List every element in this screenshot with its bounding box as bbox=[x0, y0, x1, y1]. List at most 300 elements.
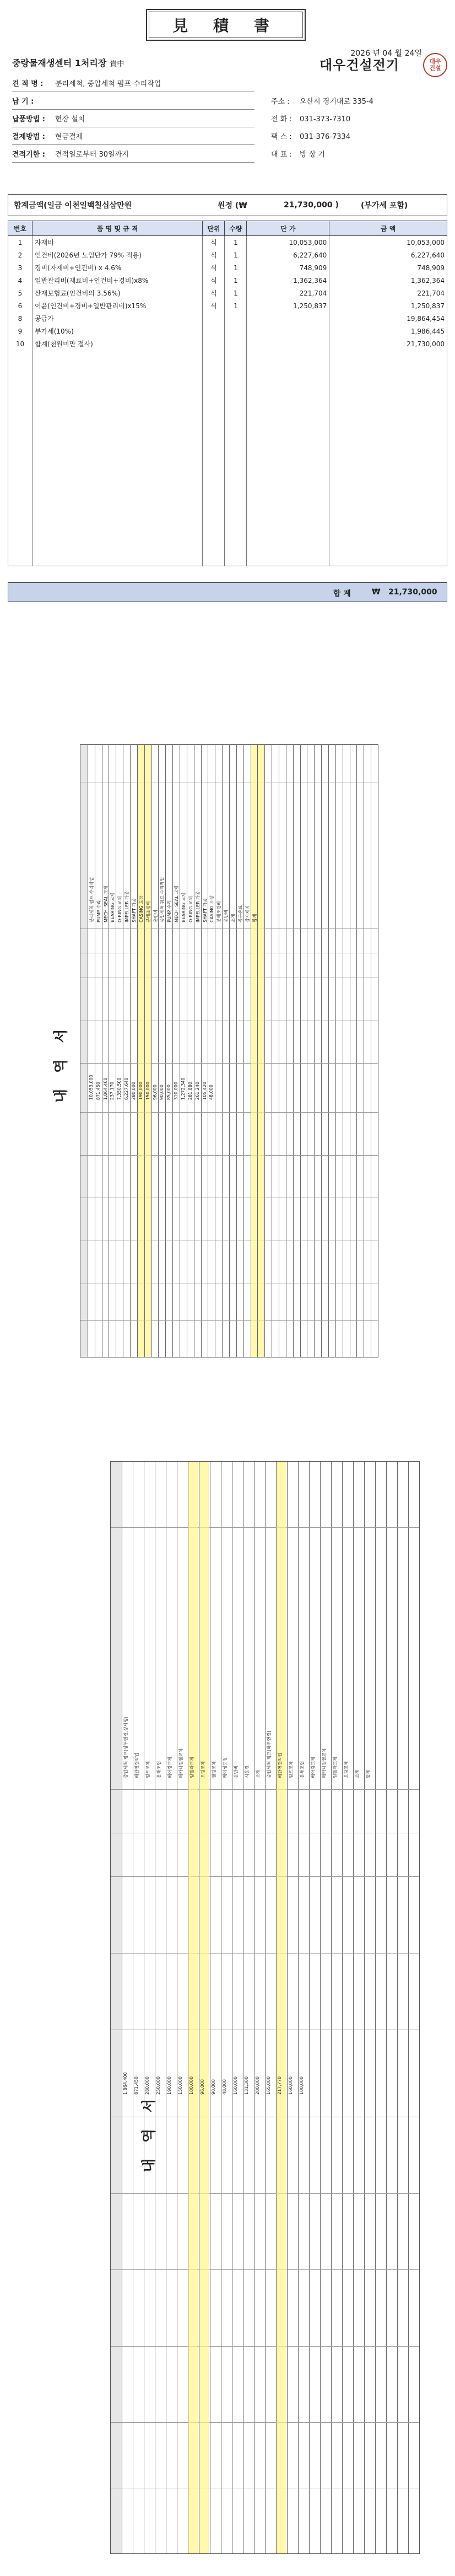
estimate-empty-cell bbox=[329, 502, 447, 515]
info-value: 분리세척, 중압세척 펌프 수리작업 bbox=[55, 80, 161, 88]
detail-page-1 bbox=[0, 744, 455, 1356]
quotation-page bbox=[0, 0, 455, 618]
estimate-empty-cell bbox=[329, 414, 447, 426]
detail-amount: 280,000 bbox=[145, 2076, 150, 2095]
detail-row-label: 메카니컬씰교체 bbox=[178, 1748, 183, 1779]
detail-row-label: 배관연결작업 bbox=[278, 1752, 283, 1779]
estimate-empty-cell bbox=[225, 452, 247, 464]
info-divider bbox=[12, 109, 254, 110]
estimate-empty-cell bbox=[225, 490, 247, 502]
detail-row-label: MECH. SEAL 교체 bbox=[103, 886, 109, 922]
detail-row-label: 오링교체 bbox=[344, 1761, 349, 1779]
info-value: 현금결제 bbox=[55, 133, 83, 141]
estimate-cell-no: 8 bbox=[8, 312, 32, 325]
estimate-empty-cell bbox=[247, 439, 329, 452]
estimate-empty-cell bbox=[247, 553, 329, 566]
detail-row-label: O-RING 교체 bbox=[188, 896, 193, 922]
estimate-cell-amount: 748,909 bbox=[329, 261, 447, 274]
detail-amount: 131,300 bbox=[244, 2076, 249, 2095]
estimate-cell-unit: 식 bbox=[203, 287, 225, 299]
estimate-empty-row bbox=[8, 528, 447, 540]
estimate-empty-cell bbox=[32, 540, 203, 553]
grid-line bbox=[309, 1462, 310, 2553]
detail-amount: 90,000 bbox=[211, 2079, 216, 2095]
info-value: 방 상 기 bbox=[300, 151, 325, 159]
grid-line bbox=[80, 1112, 378, 1113]
estimate-empty-cell bbox=[247, 540, 329, 553]
estimate-empty-cell bbox=[225, 388, 247, 401]
detail-row-label: 분리세척 펌프 수리작업 bbox=[89, 877, 94, 922]
estimate-empty-cell bbox=[32, 401, 203, 414]
document-title bbox=[146, 9, 306, 41]
detail-amount: 1,864,400 bbox=[102, 1077, 108, 1100]
col-price: 단 가 bbox=[247, 221, 329, 236]
detail-amount: 85,000 bbox=[166, 1084, 172, 1100]
estimate-cell-no: 1 bbox=[8, 236, 32, 249]
grid-line bbox=[328, 745, 329, 1357]
detail-row-label: 중압세척 펌프 수리작업 bbox=[160, 877, 165, 922]
estimate-cell-amount: 1,986,445 bbox=[329, 325, 447, 337]
grid-line bbox=[236, 745, 237, 1357]
estimate-empty-cell bbox=[8, 414, 32, 426]
estimate-cell-price bbox=[247, 337, 329, 350]
estimate-cell-qty: 1 bbox=[225, 287, 247, 299]
estimate-empty-cell bbox=[225, 350, 247, 363]
estimate-cell-name: 합계(천원미만 절사) bbox=[32, 337, 203, 350]
detail-amount: 10,053,000 bbox=[88, 1074, 94, 1100]
highlight-row bbox=[199, 1462, 209, 2553]
grand-total-label: 합 계 bbox=[333, 589, 351, 598]
estimate-empty-cell bbox=[32, 363, 203, 375]
estimate-cell-amount: 21,730,000 bbox=[329, 337, 447, 350]
detail-amount: 1,272,340 bbox=[181, 1077, 186, 1100]
estimate-empty-cell bbox=[203, 439, 225, 452]
estimate-empty-cell bbox=[225, 515, 247, 528]
estimate-cell-unit: 식 bbox=[203, 236, 225, 249]
estimate-empty-cell bbox=[247, 414, 329, 426]
estimate-empty-cell bbox=[247, 375, 329, 388]
detail-amount: 150,000 bbox=[178, 2076, 183, 2095]
estimate-empty-row bbox=[8, 553, 447, 566]
estimate-cell-no: 10 bbox=[8, 337, 32, 350]
detail-amount: 250,000 bbox=[156, 2076, 161, 2095]
estimate-cell-no: 4 bbox=[8, 274, 32, 287]
estimate-row bbox=[8, 236, 447, 249]
amount-won-label: 원정 (₩ bbox=[218, 201, 247, 210]
estimate-empty-cell bbox=[329, 350, 447, 363]
estimate-empty-cell bbox=[32, 477, 203, 490]
col-unit: 단위 bbox=[203, 221, 225, 236]
recipient bbox=[12, 56, 124, 69]
detail-row-label: PUMP 수리 bbox=[167, 900, 172, 922]
grid-line bbox=[375, 1462, 376, 2553]
estimate-empty-cell bbox=[203, 540, 225, 553]
estimate-cell-no: 3 bbox=[8, 261, 32, 274]
estimate-row bbox=[8, 299, 447, 312]
grand-total-currency: ₩ bbox=[372, 588, 381, 597]
amount-value: 21,730,000 ) bbox=[284, 201, 339, 210]
detail-row-label: 케이싱도장 bbox=[223, 1757, 228, 1779]
grid-line bbox=[111, 1789, 419, 1790]
highlight-row bbox=[188, 1462, 198, 2553]
detail-amount: 261,240 bbox=[194, 1081, 200, 1100]
estimate-empty-row bbox=[8, 414, 447, 426]
detail-amount: 217,770 bbox=[277, 2076, 282, 2095]
estimate-empty-row bbox=[8, 502, 447, 515]
info-value: 견적일로부터 30일까지 bbox=[55, 151, 129, 159]
detail-amount: 100,000 bbox=[299, 2076, 304, 2095]
estimate-empty-cell bbox=[329, 388, 447, 401]
col-qty: 수량 bbox=[225, 221, 247, 236]
grid-line bbox=[265, 1462, 266, 2553]
grid-line bbox=[111, 1953, 419, 1954]
estimate-empty-row bbox=[8, 540, 447, 553]
detail-row-label: 소계 bbox=[231, 914, 236, 922]
estimate-cell-price bbox=[247, 325, 329, 337]
detail-grid-2 bbox=[110, 1461, 420, 2554]
col-name: 품 명 및 규 격 bbox=[32, 221, 203, 236]
detail-row-label: IMPELLER 가공 bbox=[195, 891, 201, 922]
estimate-empty-cell bbox=[329, 401, 447, 414]
estimate-cell-price: 10,053,000 bbox=[247, 236, 329, 249]
estimate-empty-cell bbox=[203, 464, 225, 477]
estimate-empty-cell bbox=[8, 464, 32, 477]
estimate-empty-cell bbox=[247, 426, 329, 439]
grid-line bbox=[172, 745, 173, 1357]
estimate-empty-cell bbox=[329, 515, 447, 528]
info-key: 결제방법 : bbox=[12, 133, 45, 141]
estimate-cell-unit: 식 bbox=[203, 274, 225, 287]
grid-line bbox=[80, 1155, 378, 1156]
detail-row-label: 분해조립 bbox=[300, 1761, 305, 1779]
detail-amount: 160,000 bbox=[288, 2076, 293, 2095]
estimate-empty-cell bbox=[247, 490, 329, 502]
estimate-empty-cell bbox=[32, 452, 203, 464]
grid-line bbox=[264, 745, 265, 1357]
estimate-cell-qty: 1 bbox=[225, 249, 247, 261]
estimate-empty-cell bbox=[32, 414, 203, 426]
estimate-empty-cell bbox=[225, 363, 247, 375]
grid-line bbox=[229, 745, 230, 1357]
estimate-cell-price: 221,704 bbox=[247, 287, 329, 299]
estimate-empty-cell bbox=[329, 363, 447, 375]
detail-title-1: 내 역 서 bbox=[53, 1023, 69, 1103]
estimate-empty-cell bbox=[225, 401, 247, 414]
grid-line bbox=[222, 745, 223, 1357]
estimate-empty-cell bbox=[247, 401, 329, 414]
grid-line bbox=[335, 745, 336, 1357]
estimate-cell-name: 부가세(10%) bbox=[32, 325, 203, 337]
grid-header-strip bbox=[80, 745, 88, 1357]
info-value: 031-376-7334 bbox=[300, 133, 351, 141]
company-seal-icon: 대우 건설 bbox=[423, 53, 447, 77]
grid-line bbox=[320, 1462, 321, 2553]
estimate-empty-cell bbox=[32, 490, 203, 502]
estimate-empty-row bbox=[8, 363, 447, 375]
grid-line bbox=[111, 2346, 419, 2347]
info-row-left bbox=[12, 78, 161, 90]
estimate-cell-no: 6 bbox=[8, 299, 32, 312]
grid-line bbox=[298, 1462, 299, 2553]
detail-amount: 100,000 bbox=[189, 2076, 194, 2095]
detail-row-label: 오링교체 bbox=[201, 1761, 205, 1779]
estimate-cell-no: 2 bbox=[8, 249, 32, 261]
estimate-empty-row bbox=[8, 401, 447, 414]
col-no: 번호 bbox=[8, 221, 32, 236]
estimate-empty-row bbox=[8, 490, 447, 502]
estimate-table bbox=[8, 221, 447, 566]
estimate-row bbox=[8, 287, 447, 299]
detail-amount: 280,000 bbox=[131, 1081, 136, 1100]
grid-line bbox=[321, 745, 322, 1357]
estimate-empty-cell bbox=[8, 452, 32, 464]
estimate-cell-name: 일반관리비(재료비+인건비+경비)x8% bbox=[32, 274, 203, 287]
estimate-cell-price: 748,909 bbox=[247, 261, 329, 274]
estimate-cell-price: 1,250,837 bbox=[247, 299, 329, 312]
info-row-right bbox=[271, 114, 350, 126]
info-value: 031-373-7310 bbox=[300, 115, 351, 124]
estimate-empty-row bbox=[8, 426, 447, 439]
detail-row-label: 펌프교체 bbox=[289, 1761, 294, 1779]
detail-row-label: 분해조립비 bbox=[216, 901, 222, 922]
estimate-empty-cell bbox=[203, 477, 225, 490]
info-row-left bbox=[12, 149, 129, 161]
detail-row-label: 임펠라교체 bbox=[189, 1757, 194, 1779]
estimate-empty-cell bbox=[32, 375, 203, 388]
estimate-empty-cell bbox=[329, 439, 447, 452]
grid-line bbox=[165, 745, 166, 1357]
detail-row-label: SHAFT 가공 bbox=[202, 898, 208, 922]
detail-row-label: 운반비 bbox=[224, 909, 229, 922]
estimate-cell-unit: 식 bbox=[203, 299, 225, 312]
estimate-empty-cell bbox=[225, 553, 247, 566]
estimate-cell-qty bbox=[225, 312, 247, 325]
grid-line bbox=[201, 745, 202, 1357]
info-key: 견 적 명 : bbox=[12, 80, 44, 88]
estimate-empty-cell bbox=[329, 540, 447, 553]
estimate-row bbox=[8, 274, 447, 287]
estimate-row bbox=[8, 249, 447, 261]
detail-amount: 200,000 bbox=[255, 2076, 260, 2095]
estimate-empty-cell bbox=[8, 477, 32, 490]
info-key: 대 표 : bbox=[271, 151, 292, 159]
detail-row-label: CASING 도장 bbox=[209, 895, 215, 922]
estimate-cell-unit: 식 bbox=[203, 249, 225, 261]
grid-line bbox=[293, 745, 294, 1357]
estimate-empty-cell bbox=[32, 426, 203, 439]
detail-amount: 190,000 bbox=[138, 1081, 143, 1100]
detail-row-label: 메카니컬씰교체 bbox=[322, 1748, 327, 1779]
grid-line bbox=[386, 1462, 387, 2553]
amount-label: 합계금액(일금 이천일백칠십삼만원 bbox=[14, 201, 132, 210]
detail-row-label: 분해조립비 bbox=[145, 901, 151, 922]
detail-row-label: CASING 도장 bbox=[138, 895, 144, 922]
estimate-cell-amount: 221,704 bbox=[329, 287, 447, 299]
estimate-row bbox=[8, 312, 447, 325]
detail-row-label: IMPELLER 가공 bbox=[124, 891, 130, 922]
estimate-cell-price: 6,227,640 bbox=[247, 249, 329, 261]
grid-line bbox=[287, 1462, 288, 2553]
estimate-empty-cell bbox=[225, 375, 247, 388]
amount-vat-note: (부가세 포함) bbox=[361, 201, 408, 210]
estimate-empty-cell bbox=[225, 528, 247, 540]
info-row-right bbox=[271, 149, 325, 161]
estimate-cell-unit bbox=[203, 337, 225, 350]
grid-line bbox=[356, 745, 357, 1357]
estimate-empty-cell bbox=[203, 414, 225, 426]
grid-line bbox=[111, 2193, 419, 2194]
info-row-left bbox=[12, 96, 55, 108]
grid-line bbox=[111, 1876, 419, 1877]
estimate-empty-cell bbox=[247, 515, 329, 528]
estimate-empty-cell bbox=[8, 426, 32, 439]
detail-amount: 310,000 bbox=[174, 1081, 179, 1100]
estimate-cell-name: 인건비(2026년 노임단가 79% 적용) bbox=[32, 249, 203, 261]
detail-amount: 190,000 bbox=[167, 2076, 172, 2095]
detail-row-label: 중압세척 펌프(상부연결,상세형) bbox=[123, 1716, 128, 1779]
highlight-row bbox=[277, 1462, 286, 2553]
estimate-empty-row bbox=[8, 477, 447, 490]
estimate-empty-cell bbox=[32, 528, 203, 540]
detail-row-label: 합계 bbox=[252, 914, 257, 922]
detail-amount: 871,450 bbox=[95, 1081, 101, 1100]
estimate-empty-cell bbox=[329, 528, 447, 540]
estimate-empty-cell bbox=[32, 553, 203, 566]
detail-row-label: 베어링교체 bbox=[311, 1757, 316, 1779]
highlight-row bbox=[258, 745, 264, 1357]
estimate-empty-cell bbox=[329, 477, 447, 490]
estimate-empty-row bbox=[8, 388, 447, 401]
highlight-row bbox=[138, 745, 144, 1357]
estimate-cell-name: 이윤(인건비+경비+일반관리비)x15% bbox=[32, 299, 203, 312]
detail-amount: 90,000 bbox=[159, 1084, 165, 1100]
recipient-name: 중랑물재생센터 1처리장 bbox=[12, 58, 107, 68]
estimate-empty-cell bbox=[203, 515, 225, 528]
grid-line bbox=[80, 1320, 378, 1321]
estimate-empty-row bbox=[8, 515, 447, 528]
estimate-empty-row bbox=[8, 464, 447, 477]
estimate-empty-cell bbox=[329, 375, 447, 388]
detail-amount: 281,880 bbox=[187, 1081, 193, 1100]
detail-row-label: 씰링교체 bbox=[212, 1761, 216, 1779]
grid-line bbox=[130, 745, 131, 1357]
detail-row-label: 베어링교체 bbox=[167, 1757, 172, 1779]
detail-row-label: 시운전 bbox=[245, 1765, 250, 1779]
estimate-cell-name: 자재비 bbox=[32, 236, 203, 249]
estimate-empty-cell bbox=[32, 464, 203, 477]
detail-row-label: 공구손료 bbox=[237, 905, 243, 922]
estimate-empty-cell bbox=[203, 528, 225, 540]
detail-row-label: 운반비 bbox=[153, 909, 158, 922]
estimate-empty-cell bbox=[247, 388, 329, 401]
estimate-empty-cell bbox=[225, 426, 247, 439]
estimate-empty-cell bbox=[247, 464, 329, 477]
detail-row-label: O-RING 교체 bbox=[117, 896, 123, 922]
estimate-cell-unit bbox=[203, 325, 225, 337]
estimate-empty-cell bbox=[8, 540, 32, 553]
estimate-empty-cell bbox=[203, 490, 225, 502]
estimate-empty-cell bbox=[225, 477, 247, 490]
estimate-empty-cell bbox=[8, 553, 32, 566]
quote-date: 2026 년 04 월 24일 bbox=[350, 49, 422, 58]
estimate-empty-cell bbox=[8, 439, 32, 452]
detail-row-label: SHAFT 가공 bbox=[132, 898, 137, 922]
estimate-cell-price: 1,362,364 bbox=[247, 274, 329, 287]
info-row-left bbox=[12, 114, 85, 126]
estimate-empty-cell bbox=[203, 502, 225, 515]
grand-total-value: 21,730,000 bbox=[388, 588, 437, 597]
estimate-empty-cell bbox=[8, 528, 32, 540]
estimate-empty-cell bbox=[225, 439, 247, 452]
estimate-empty-cell bbox=[247, 528, 329, 540]
detail-page-2 bbox=[0, 1456, 455, 2558]
estimate-empty-cell bbox=[8, 363, 32, 375]
estimate-cell-qty: 1 bbox=[225, 236, 247, 249]
estimate-empty-cell bbox=[8, 350, 32, 363]
estimate-empty-cell bbox=[203, 375, 225, 388]
detail-row-label: 펌프교체 bbox=[145, 1761, 150, 1779]
detail-row-label: 운반비 bbox=[234, 1765, 239, 1779]
detail-row-label: 배관연결작업 bbox=[134, 1752, 139, 1779]
detail-amount: 7,350,500 bbox=[117, 1077, 122, 1100]
grid-line bbox=[243, 745, 244, 1357]
estimate-cell-unit bbox=[203, 312, 225, 325]
estimate-empty-cell bbox=[203, 426, 225, 439]
estimate-empty-cell bbox=[8, 375, 32, 388]
detail-amount: 96,000 bbox=[200, 2079, 205, 2095]
estimate-empty-cell bbox=[247, 452, 329, 464]
grid-line bbox=[364, 1462, 365, 2553]
estimate-empty-cell bbox=[329, 553, 447, 566]
estimate-cell-name: 경비(자재비+인건비) x 4.6% bbox=[32, 261, 203, 274]
estimate-cell-amount: 10,053,000 bbox=[329, 236, 447, 249]
estimate-empty-cell bbox=[8, 401, 32, 414]
grid-line bbox=[397, 1462, 398, 2553]
estimate-cell-price bbox=[247, 312, 329, 325]
info-key: 팩 스 : bbox=[271, 133, 292, 141]
detail-amount: 871,450 bbox=[134, 2076, 139, 2095]
estimate-cell-amount: 19,864,454 bbox=[329, 312, 447, 325]
detail-row-label: 잡자재비 bbox=[245, 905, 250, 922]
info-key: 납품방법 : bbox=[12, 115, 45, 124]
grid-line bbox=[353, 1462, 354, 2553]
estimate-empty-cell bbox=[8, 502, 32, 515]
detail-title-2: 내 역 서 bbox=[141, 2093, 158, 2172]
estimate-empty-cell bbox=[203, 388, 225, 401]
info-value: 오산시 경기대로 335-4 bbox=[300, 98, 373, 106]
grid-line bbox=[111, 2422, 419, 2423]
info-divider bbox=[12, 162, 254, 163]
info-key: 견적기한 : bbox=[12, 151, 45, 159]
estimate-empty-cell bbox=[32, 388, 203, 401]
estimate-empty-cell bbox=[329, 452, 447, 464]
estimate-empty-cell bbox=[32, 350, 203, 363]
estimate-row bbox=[8, 325, 447, 337]
info-key: 전 화 : bbox=[271, 115, 292, 124]
estimate-empty-cell bbox=[329, 426, 447, 439]
detail-amount: 105,420 bbox=[202, 1081, 207, 1100]
estimate-empty-cell bbox=[203, 363, 225, 375]
estimate-empty-cell bbox=[8, 515, 32, 528]
estimate-empty-cell bbox=[32, 439, 203, 452]
estimate-empty-cell bbox=[225, 414, 247, 426]
estimate-cell-no: 5 bbox=[8, 287, 32, 299]
estimate-empty-cell bbox=[32, 502, 203, 515]
detail-amount: 6,227,640 bbox=[124, 1077, 129, 1100]
document-title-text: 見 積 書 bbox=[172, 17, 279, 35]
grid-line bbox=[342, 1462, 343, 2553]
info-row-right bbox=[271, 131, 350, 143]
